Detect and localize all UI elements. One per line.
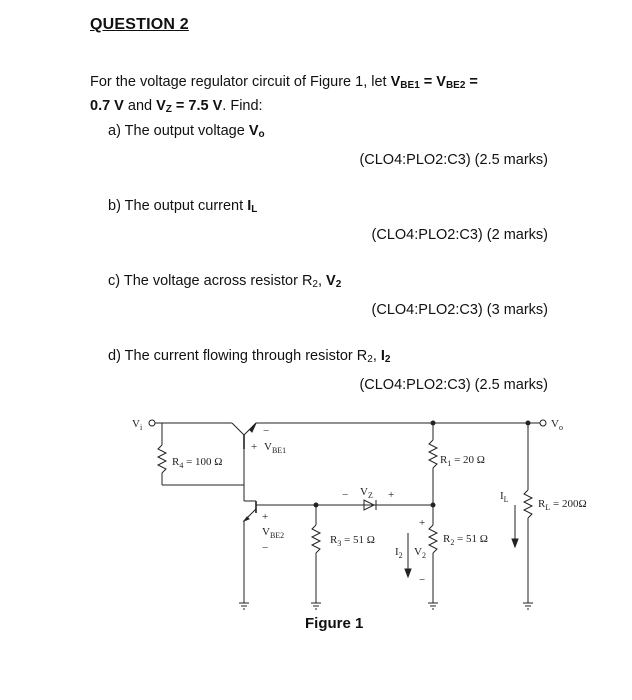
intro-paragraph	[90, 72, 570, 120]
vz-minus: −	[342, 489, 349, 501]
vbe1-label: $V_{BE1}$	[264, 441, 287, 455]
vo-symbol: $V_o$	[248, 123, 265, 140]
v2-plus: +	[419, 517, 426, 529]
r2-resistor	[429, 525, 437, 553]
vz-symbol: $V_Z$	[156, 98, 172, 115]
intro-find: . Find:	[222, 98, 263, 114]
r3-label: $R_3 = 51$ Ω	[330, 534, 375, 548]
vz-plus: +	[388, 489, 395, 501]
vbe2-plus: +	[262, 511, 269, 523]
marks-b: (CLO4:PLO2:C3) (2 marks)	[371, 227, 548, 243]
r3-resistor	[312, 525, 320, 553]
circuit-diagram	[0, 405, 632, 615]
vbe2-symbol: $V_{BE2}$	[436, 74, 466, 91]
il-label: $I_L$	[500, 490, 509, 504]
vz-value: 7.5 V	[188, 98, 223, 114]
il-symbol: $I_L$	[247, 198, 258, 215]
vo-label: $V_o$	[551, 418, 563, 432]
r2-label: $R_2 = 51$ Ω	[443, 533, 488, 547]
vbe1-symbol: $V_{BE1}$	[390, 74, 420, 91]
equals-sign: =	[465, 74, 478, 90]
vbe2-minus: −	[262, 542, 269, 554]
i2-label: $I_2$	[395, 546, 403, 560]
intro-text: For the voltage regulator circuit of Figure 1, let	[90, 74, 391, 90]
vz-label: $V_Z$	[360, 486, 373, 500]
vbe2-label: $V_{BE2}$	[262, 526, 285, 540]
r1-resistor	[429, 440, 437, 468]
marks-d: (CLO4:PLO2:C3) (2.5 marks)	[359, 377, 548, 393]
equals-sign: =	[419, 74, 437, 90]
marks-a: (CLO4:PLO2:C3) (2.5 marks)	[359, 152, 548, 168]
equals-sign: =	[171, 98, 189, 114]
figure-caption: Figure 1	[305, 615, 364, 632]
r4-label: $R_4 = 100$ Ω	[172, 456, 223, 470]
vo-terminal	[540, 420, 546, 426]
v2-symbol: $V_2$	[326, 273, 342, 290]
question-b: b) The output current $I_L$	[108, 198, 258, 215]
ground-symbols	[239, 603, 533, 609]
vbe1-plus: +	[251, 441, 258, 453]
r1-label: $R_1 = 20$ Ω	[440, 454, 485, 468]
v2-label: $V_2$	[414, 546, 426, 560]
vbe-value: 0.7 V	[90, 98, 124, 114]
question-c: c) The voltage across resistor R2, $V_2$	[108, 273, 342, 290]
question-a: a) The output voltage $V_o$	[108, 123, 265, 140]
question-d: d) The current flowing through resistor R2, $I_2$	[108, 348, 391, 365]
r4-resistor	[158, 445, 166, 473]
vbe1-minus: −	[263, 425, 270, 437]
q2-emitter-arrow	[244, 517, 249, 521]
v2-minus: −	[419, 574, 426, 586]
rl-label: $R_L = 200\Omega$	[538, 498, 587, 512]
marks-c: (CLO4:PLO2:C3) (3 marks)	[371, 302, 548, 318]
rl-resistor	[524, 490, 532, 518]
intro-and: and	[123, 98, 157, 114]
vi-label: $V_i$	[132, 418, 143, 432]
vi-terminal	[149, 420, 155, 426]
question-heading: QUESTION 2	[90, 16, 189, 33]
i2-symbol: $I_2$	[380, 348, 391, 365]
